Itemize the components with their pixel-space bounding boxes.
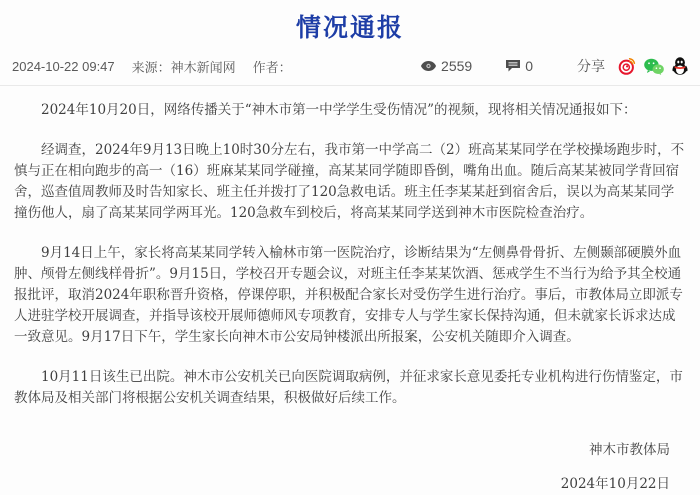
signature-name: 神木市教体局 [589,442,670,458]
publish-datetime: 2024-10-22 09:47 [12,58,115,74]
eye-icon [421,61,436,71]
article-paragraph: 经调查，2024年9月13日晚上10时30分左右，我市第一中学高二（2）班高某某同学在学校操场跑步时，不慎与正在相向跑步的高一（16）班麻某某同学碰撞，高某某同学随即昏倒，嘴角出血。随后高某某被同学背回宿舍，巡查值周教师及时告知家长、班主任并拨打了120急救电话。班主任李某某赶到宿舍后，误以为高某某同学撞伤他人，扇了高某某同学两耳光。120急救车到校后，将高某某同学送到神木市医院检查治疗。 [14,142,685,221]
wechat-icon [644,58,664,75]
article-paragraph: 10月11日该生已出院。神木市公安机关已向医院调取病例，并征求家长意见委托专业机构进行伤情鉴定，市教体局及相关部门将根据公安机关调查结果，积极做好后续工作。 [14,369,683,406]
comments-stat [506,58,533,74]
views-stat [421,58,472,74]
article-body [0,100,700,409]
article-paragraph: 9月14日上午，家长将高某某同学转入榆林市第一医院治疗，诊断结果为“左侧鼻骨骨折、左侧颞部硬膜外血肿、颅骨左侧线样骨折”。9月15日，学校召开专题会议，对班主任李某某饮酒、惩戒学生不当行为给予其全校通报批评，取消2024年职称晋升资格，停课停职，并积极配合家长对受伤学生进行治疗。事后，市教体局立即派专人进驻学校开展调查，并指导该校开展师德师风专项教育，安排专人与学生家长保持沟通，但未就家长诉求达成一致意见。9月17日下午，学生家长向神木市公安局钟楼派出所报案，公安机关随即介入调查。 [14,245,683,345]
qq-icon [672,57,688,75]
share-group [577,56,688,76]
comments-count: 0 [525,58,533,74]
meta-bar [0,56,700,86]
article-paragraph: 2024年10月20日，网络传播关于“神木市第一中学学生受伤情况”的视频，现将相关情况通报如下： [41,102,637,118]
signature-block [0,440,700,495]
speech-bubble-icon [506,60,520,72]
author-label: 作者： [252,59,292,75]
qq-share-button[interactable] [672,57,688,75]
wechat-share-button[interactable] [644,58,664,75]
weibo-icon [618,57,636,75]
page-title: 情况通报 [295,14,404,42]
meta-right-group [421,56,688,76]
weibo-share-button[interactable] [618,57,636,75]
meta-left-group [12,57,292,76]
signature-date: 2024年10月22日 [560,476,670,492]
share-label: 分享 [577,58,605,74]
source-label: 来源：神木新闻网 [131,59,236,75]
views-count: 2559 [441,58,473,74]
